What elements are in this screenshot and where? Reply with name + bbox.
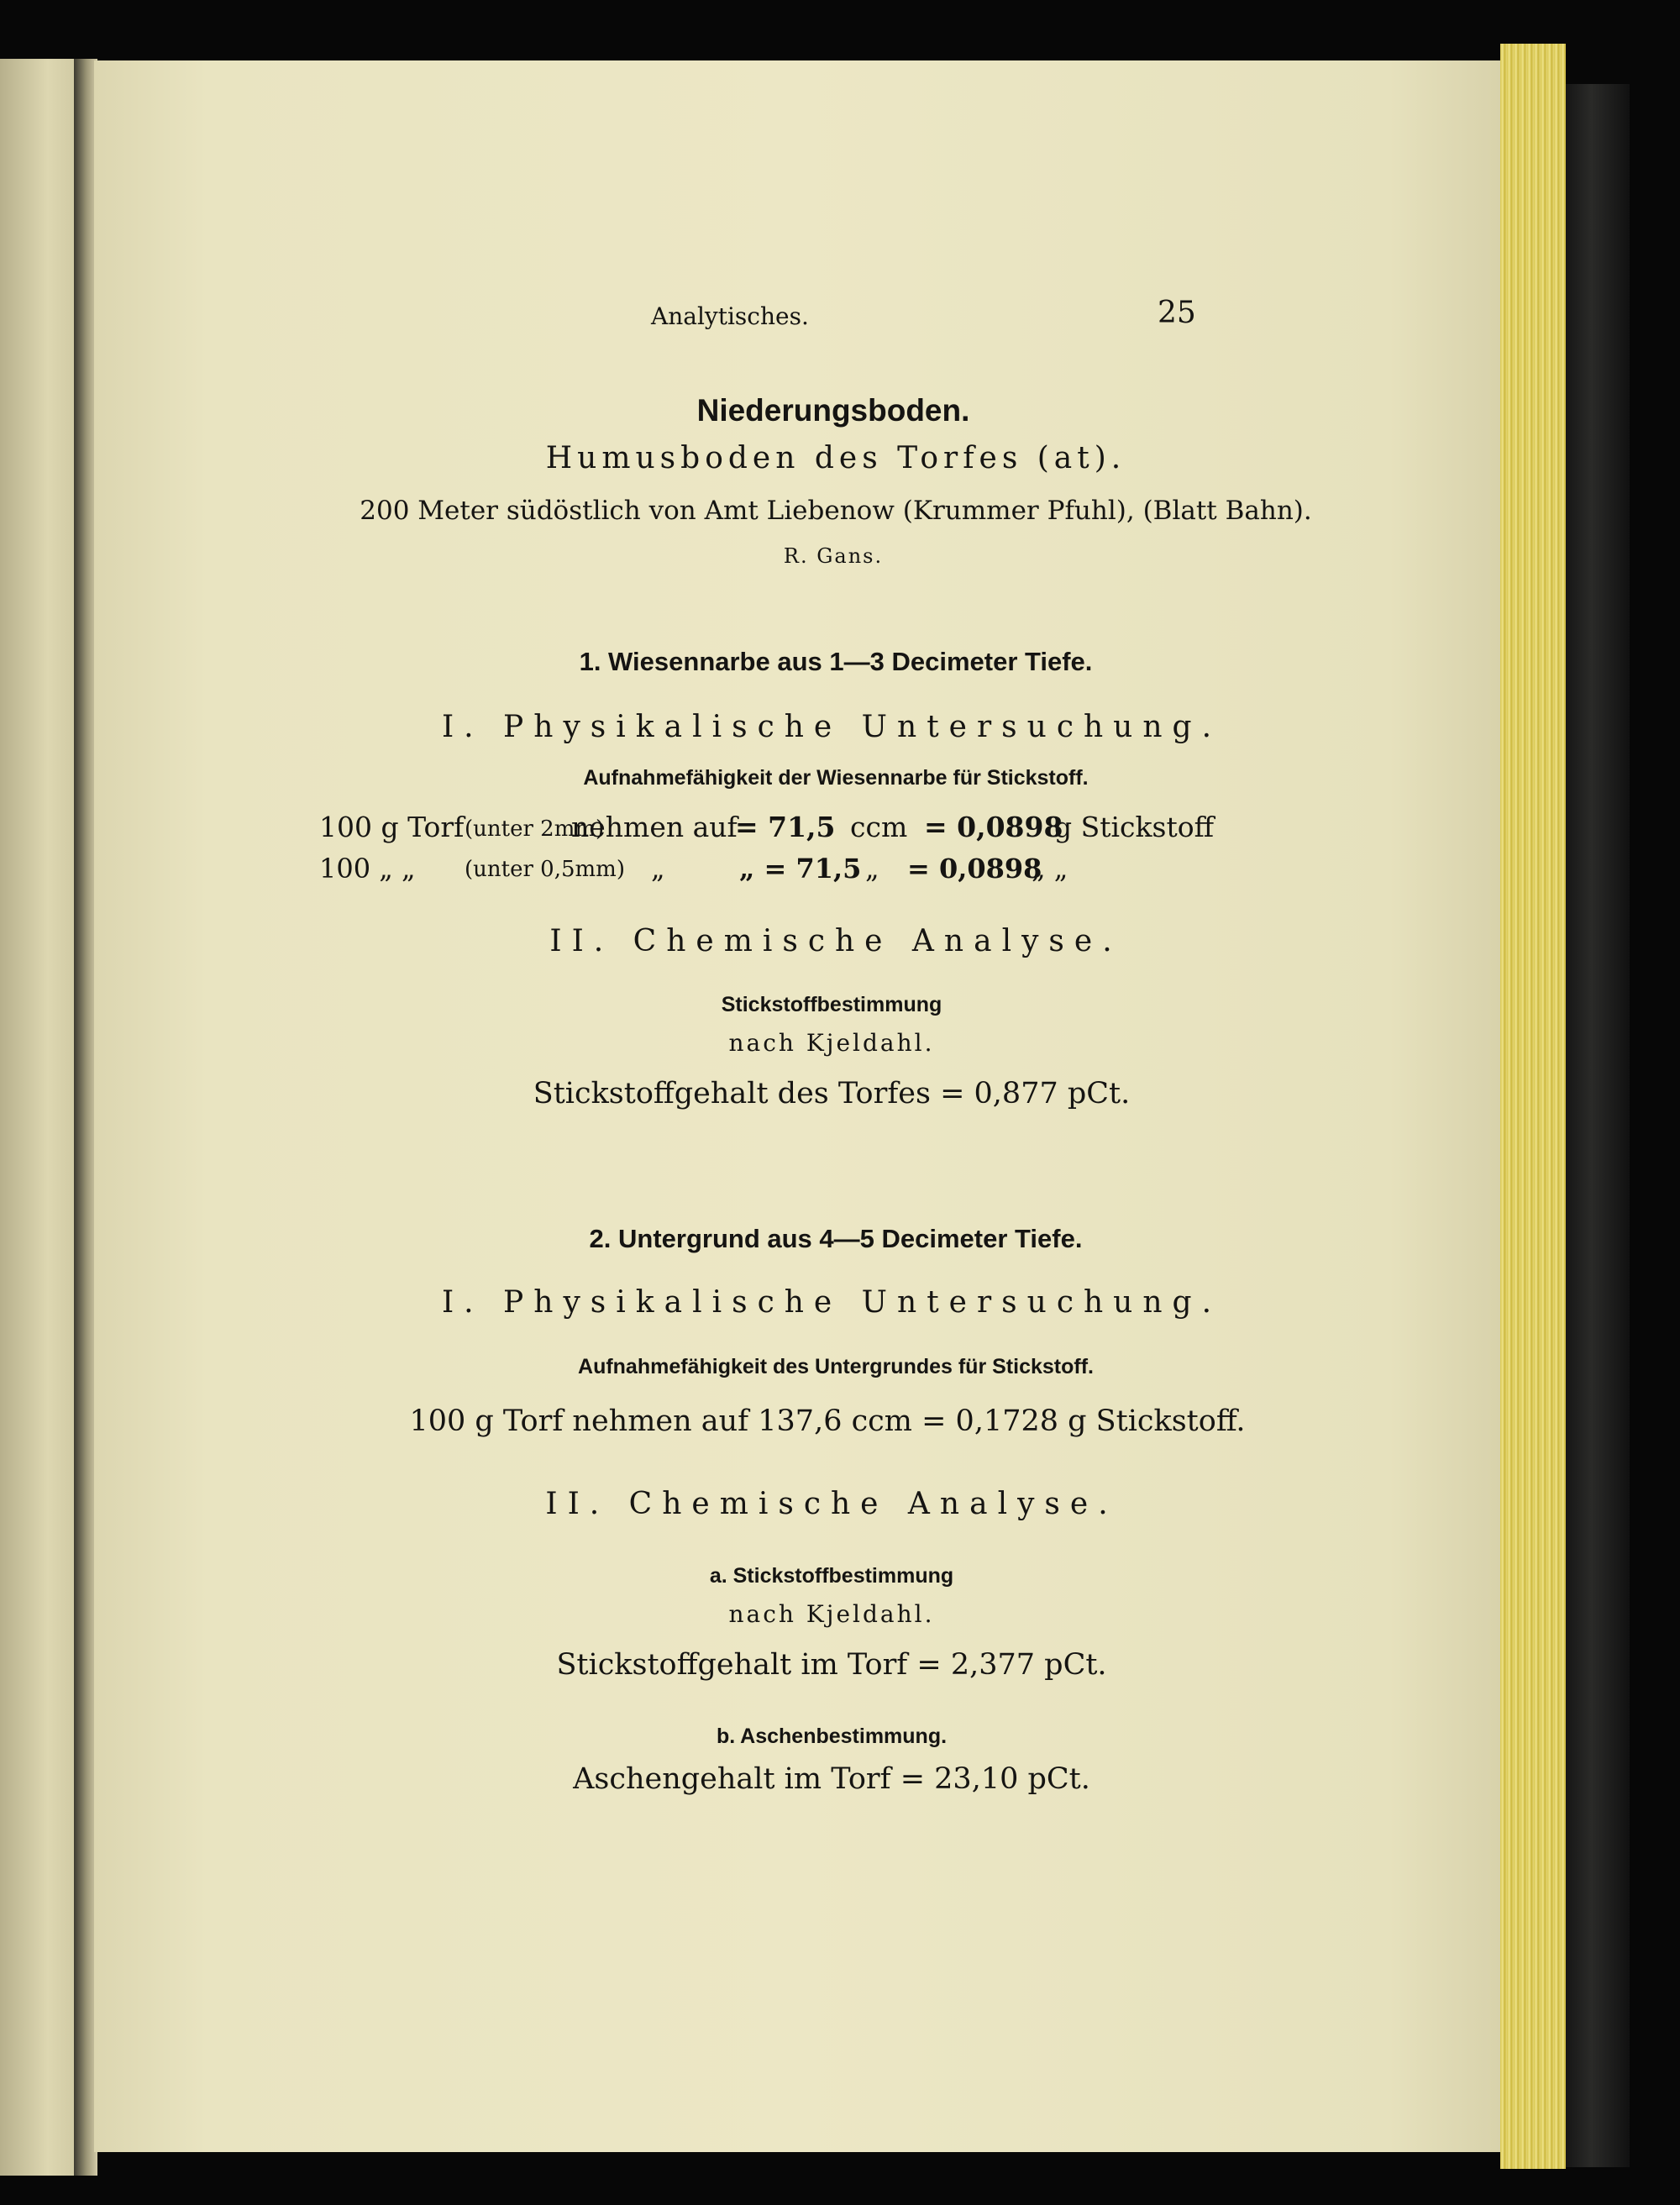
row2-volume-unit: „ (865, 853, 879, 885)
row1-volume: = 71,5 (735, 811, 836, 843)
running-title: Analytisches. (651, 302, 809, 330)
row1-verb: nehmen auf (571, 811, 738, 843)
subtitle: Humusboden des Torfes (at). (545, 441, 1126, 475)
row2-verb: „ (651, 853, 665, 885)
row1-condition: (unter 2mm) (465, 816, 605, 842)
section-2-result-a: Stickstoffgehalt im Torf = 2,377 pCt. (556, 1648, 1107, 1682)
section-1-chemical-heading: II. Chemische Analyse. (549, 924, 1122, 958)
section-2-physical-subheading: Aufnahmefähigkeit des Untergrundes für Stickstoff. (578, 1355, 1094, 1378)
row2-mass: = 0,0898 (907, 853, 1042, 885)
section-1-physical-heading: I. Physikalische Untersuchung. (441, 710, 1222, 744)
section-2-physical-result: 100 g Torf nehmen auf 137,6 ccm = 0,1728 g Stickstoff. (409, 1404, 1246, 1438)
left-page-edge (0, 59, 80, 2176)
section-2-physical-heading: I. Physikalische Untersuchung. (441, 1285, 1222, 1320)
section-1-heading: 1. Wiesennarbe aus 1—3 Decimeter Tiefe. (579, 647, 1093, 676)
section-1-method: nach Kjeldahl. (728, 1029, 935, 1057)
section-2-chemical-heading: II. Chemische Analyse. (545, 1487, 1118, 1521)
row2-mass-unit: „ „ (1032, 853, 1068, 885)
section-2-method: nach Kjeldahl. (728, 1600, 935, 1628)
author: R. Gans. (783, 544, 884, 568)
section-2-sub-b: b. Aschenbestimmung. (716, 1725, 948, 1748)
row2-amount: 100 „ „ (319, 853, 416, 885)
section-2-heading: 2. Untergrund aus 4—5 Decimeter Tiefe. (589, 1224, 1083, 1253)
row1-mass-unit: g Stickstoff (1054, 811, 1215, 843)
row1-mass: = 0,0898 (924, 811, 1063, 843)
section-1-physical-subheading: Aufnahmefähigkeit der Wiesennarbe für Stickstoff. (583, 766, 1089, 790)
row2-condition: (unter 0,5mm) (465, 857, 625, 882)
page-title: Niederungsboden. (696, 393, 970, 428)
row2-volume: „ = 71,5 (739, 853, 862, 885)
row1-amount: 100 g Torf (319, 811, 465, 843)
page-number: 25 (1158, 296, 1196, 330)
section-1-result: Stickstoffgehalt des Torfes = 0,877 pCt. (533, 1077, 1131, 1110)
location-line: 200 Meter südöstlich von Amt Liebenow (Krummer Pfuhl), (Blatt Bahn). (360, 496, 1312, 526)
section-2-result-b: Aschengehalt im Torf = 23,10 pCt. (573, 1762, 1090, 1796)
section-2-sub-a: a. Stickstoffbestimmung (709, 1564, 954, 1588)
section-1-chemical-subheading: Stickstoffbestimmung (721, 993, 942, 1016)
row1-volume-unit: ccm (850, 811, 908, 843)
